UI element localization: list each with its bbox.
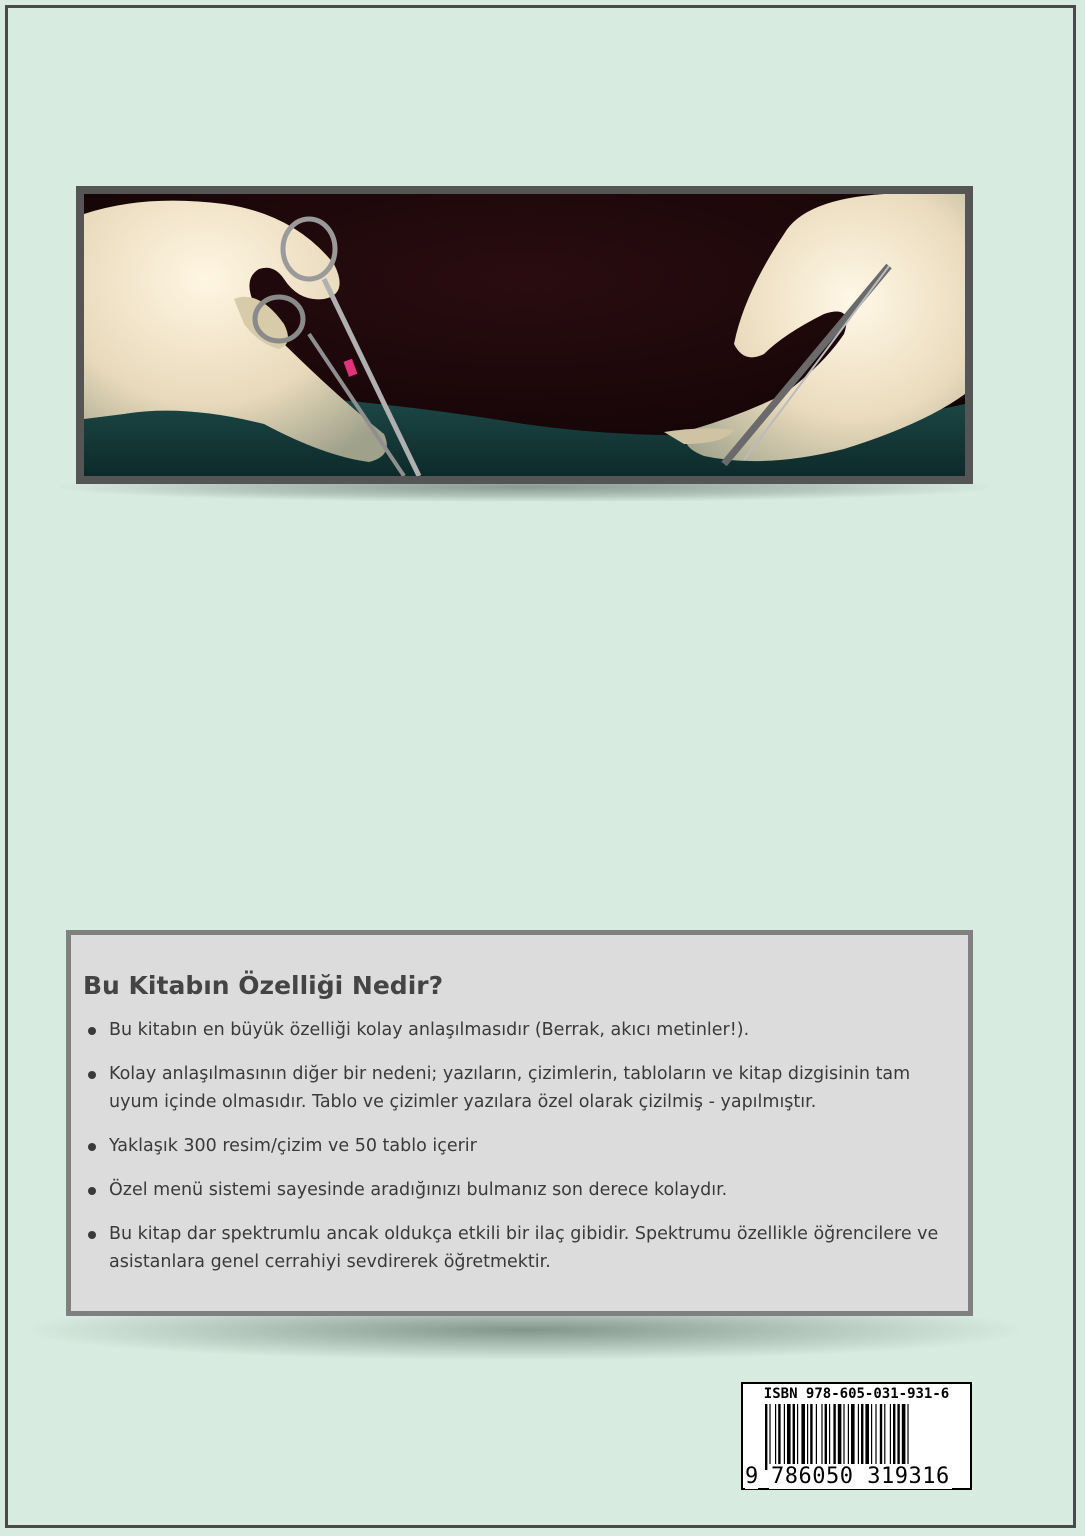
barcode-bar bbox=[765, 1404, 767, 1470]
feature-text: Bu kitap dar spektrumlu ancak oldukça etkili bir ilaç gibidir. Spektrumu özellikle öğrencilere ve asistanlara genel cerrahiyi sevdirerek öğretmektir. bbox=[109, 1224, 939, 1272]
barcode-digits: 786050 319316 bbox=[771, 1464, 950, 1489]
feature-item bbox=[83, 1176, 958, 1204]
cover-photo-frame bbox=[76, 186, 973, 484]
isbn-label: ISBN 978-605-031-931-6 bbox=[763, 1386, 950, 1402]
isbn-barcode bbox=[741, 1382, 972, 1490]
barcode-bar bbox=[871, 1404, 872, 1470]
barcode-bar bbox=[851, 1404, 855, 1470]
barcode-bar bbox=[807, 1404, 808, 1470]
features-title: Bu Kitabın Özelliği Nedir? bbox=[83, 971, 444, 1000]
barcode-bar bbox=[821, 1404, 822, 1470]
barcode-first-digit: 9 bbox=[745, 1464, 759, 1489]
barcode-bar bbox=[880, 1404, 882, 1470]
feature-item bbox=[83, 1060, 958, 1116]
barcode-bar bbox=[829, 1404, 830, 1470]
features-box bbox=[66, 930, 973, 1316]
barcode-bar bbox=[858, 1404, 859, 1470]
barcode-bar bbox=[897, 1404, 899, 1470]
barcode-bar bbox=[778, 1404, 780, 1470]
barcode-bar bbox=[843, 1404, 844, 1470]
bullet-icon bbox=[88, 1231, 96, 1239]
barcode-bar bbox=[816, 1404, 817, 1470]
barcode-bar bbox=[797, 1404, 798, 1470]
barcode-bar bbox=[861, 1404, 863, 1470]
features-list bbox=[83, 1016, 958, 1276]
feature-text: Bu kitabın en büyük özelliği kolay anlaşılmasıdır (Berrak, akıcı metinler!). bbox=[109, 1020, 750, 1040]
bullet-icon bbox=[88, 1143, 96, 1151]
barcode-bar bbox=[875, 1404, 876, 1470]
feature-item bbox=[83, 1220, 958, 1276]
barcode-bar bbox=[907, 1404, 908, 1470]
barcode-bar bbox=[838, 1404, 842, 1470]
barcode-bar bbox=[793, 1404, 795, 1470]
barcode-bars bbox=[743, 1404, 970, 1470]
barcode-bar bbox=[801, 1404, 805, 1470]
feature-text: Kolay anlaşılmasının diğer bir nedeni; yazıların, çizimlerin, tabloların ve kitap dizgisinin tam uyum içinde olmasıdır. Tablo ve çizimler yazılara özel olarak çizilmiş - yapılmıştır. bbox=[109, 1064, 911, 1112]
feature-text: Yaklaşık 300 resim/çizim ve 50 tablo içerir bbox=[109, 1136, 477, 1156]
barcode-bar bbox=[848, 1404, 849, 1470]
bullet-icon bbox=[88, 1071, 96, 1079]
barcode-bar bbox=[825, 1404, 827, 1470]
surgery-photo bbox=[84, 194, 965, 476]
barcode-bar bbox=[810, 1404, 812, 1470]
barcode-bar bbox=[784, 1404, 785, 1470]
barcode-bar bbox=[769, 1404, 770, 1470]
barcode-bar bbox=[893, 1404, 895, 1470]
barcode-bar bbox=[902, 1404, 906, 1470]
barcode-bar bbox=[833, 1404, 835, 1470]
barcode-bar bbox=[884, 1404, 885, 1470]
barcode-bar bbox=[865, 1404, 869, 1470]
feature-text: Özel menü sistemi sayesinde aradığınızı bulmanız son derece kolaydır. bbox=[109, 1180, 728, 1200]
feature-item bbox=[83, 1132, 958, 1160]
bullet-icon bbox=[88, 1027, 96, 1035]
barcode-bar bbox=[775, 1404, 776, 1470]
barcode-bar bbox=[890, 1404, 891, 1470]
barcode-bar bbox=[787, 1404, 791, 1470]
feature-item bbox=[83, 1016, 958, 1044]
bullet-icon bbox=[88, 1187, 96, 1195]
